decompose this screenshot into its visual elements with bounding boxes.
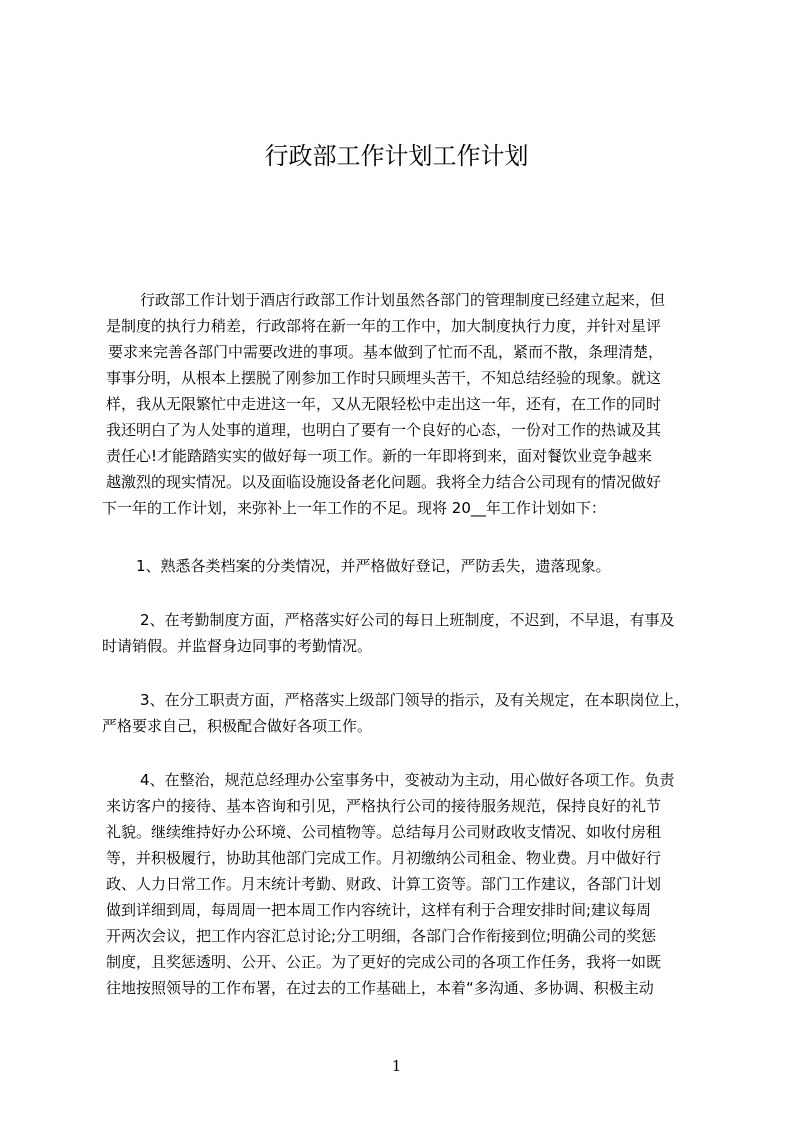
text-line: 开两次会议，把工作内容汇总讨论;分工明细，各部门合作衔接到位;明确公司的奖惩 [106, 927, 657, 945]
text-line: 1、熟悉各类档案的分类情况，并严格做好登记，严防丢失，遗落现象。 [136, 557, 611, 575]
text-line: 时请销假。并监督身边同事的考勤情况。 [102, 637, 373, 655]
text-line: 我还明白了为人处事的道理，也明白了要有一个良好的心态，一份对工作的热诚及其 [106, 421, 662, 439]
text-line: 下一年的工作计划，来弥补上一年工作的不足。现将 20__年工作计划如下： [102, 499, 606, 517]
document-title: 行政部工作计划工作计划 [264, 142, 529, 170]
text-line: 要求来完善各部门中需要改进的事项。基本做到了忙而不乱，紧而不散，条理清楚， [108, 343, 664, 361]
text-line: 事事分明，从根本上摆脱了刚参加工作时只顾埋头苦干，不知总结经验的现象。就这 [106, 369, 662, 387]
text-line: 来访客户的接待、基本咨询和引见，严格执行公司的接待服务规范，保持良好的礼节 [106, 797, 662, 815]
text-line: 行政部工作计划于酒店行政部工作计划虽然各部门的管理制度已经建立起来，但 [140, 291, 666, 309]
text-line: 样，我从无限繁忙中走进这一年，又从无限轻松中走出这一年，还有，在工作的同时 [106, 395, 662, 413]
text-line: 往地按照领导的工作布署，在过去的工作基础上，本着“多沟通、多协调、积极主动 [106, 979, 654, 997]
page-number: 1 [391, 1057, 402, 1075]
text-line: 2、在考勤制度方面，严格落实好公司的每日上班制度，不迟到，不早退，有事及 [140, 611, 675, 629]
text-line: 礼貌。继续维持好办公环境、公司植物等。总结每月公司财政收支情况、如收付房租 [106, 823, 662, 841]
text-line: 严格要求自己，积极配合做好各项工作。 [102, 717, 373, 735]
text-line: 4、在整治，规范总经理办公室事务中，变被动为主动，用心做好各项工作。负责 [140, 771, 675, 789]
text-line: 做到详细到周，每周周一把本周工作内容统计，这样有利于合理安排时间;建议每周 [106, 901, 652, 919]
text-line: 是制度的执行力稍差，行政部将在新一年的工作中，加大制度执行力度，并针对星评 [106, 317, 662, 335]
text-line: 政、人力日常工作。月末统计考勤、财政、计算工资等。部门工作建议，各部门计划 [106, 875, 662, 893]
text-line: 3、在分工职责方面，严格落实上级部门领导的指示，及有关规定，在本职岗位上， [140, 691, 690, 709]
text-line: 责任心!才能踏踏实实的做好每一项工作。新的一年即将到来，面对餐饮业竞争越来 [106, 447, 653, 465]
text-line: 制度，且奖惩透明、公开、公正。为了更好的完成公司的各项工作任务，我将一如既 [106, 953, 662, 971]
text-line: 越激烈的现实情况。以及面临设施设备老化问题。我将全力结合公司现有的情况做好 [106, 473, 662, 491]
text-line: 等，并积极履行，协助其他部门完成工作。月初缴纳公司租金、物业费。月中做好行 [106, 849, 662, 867]
